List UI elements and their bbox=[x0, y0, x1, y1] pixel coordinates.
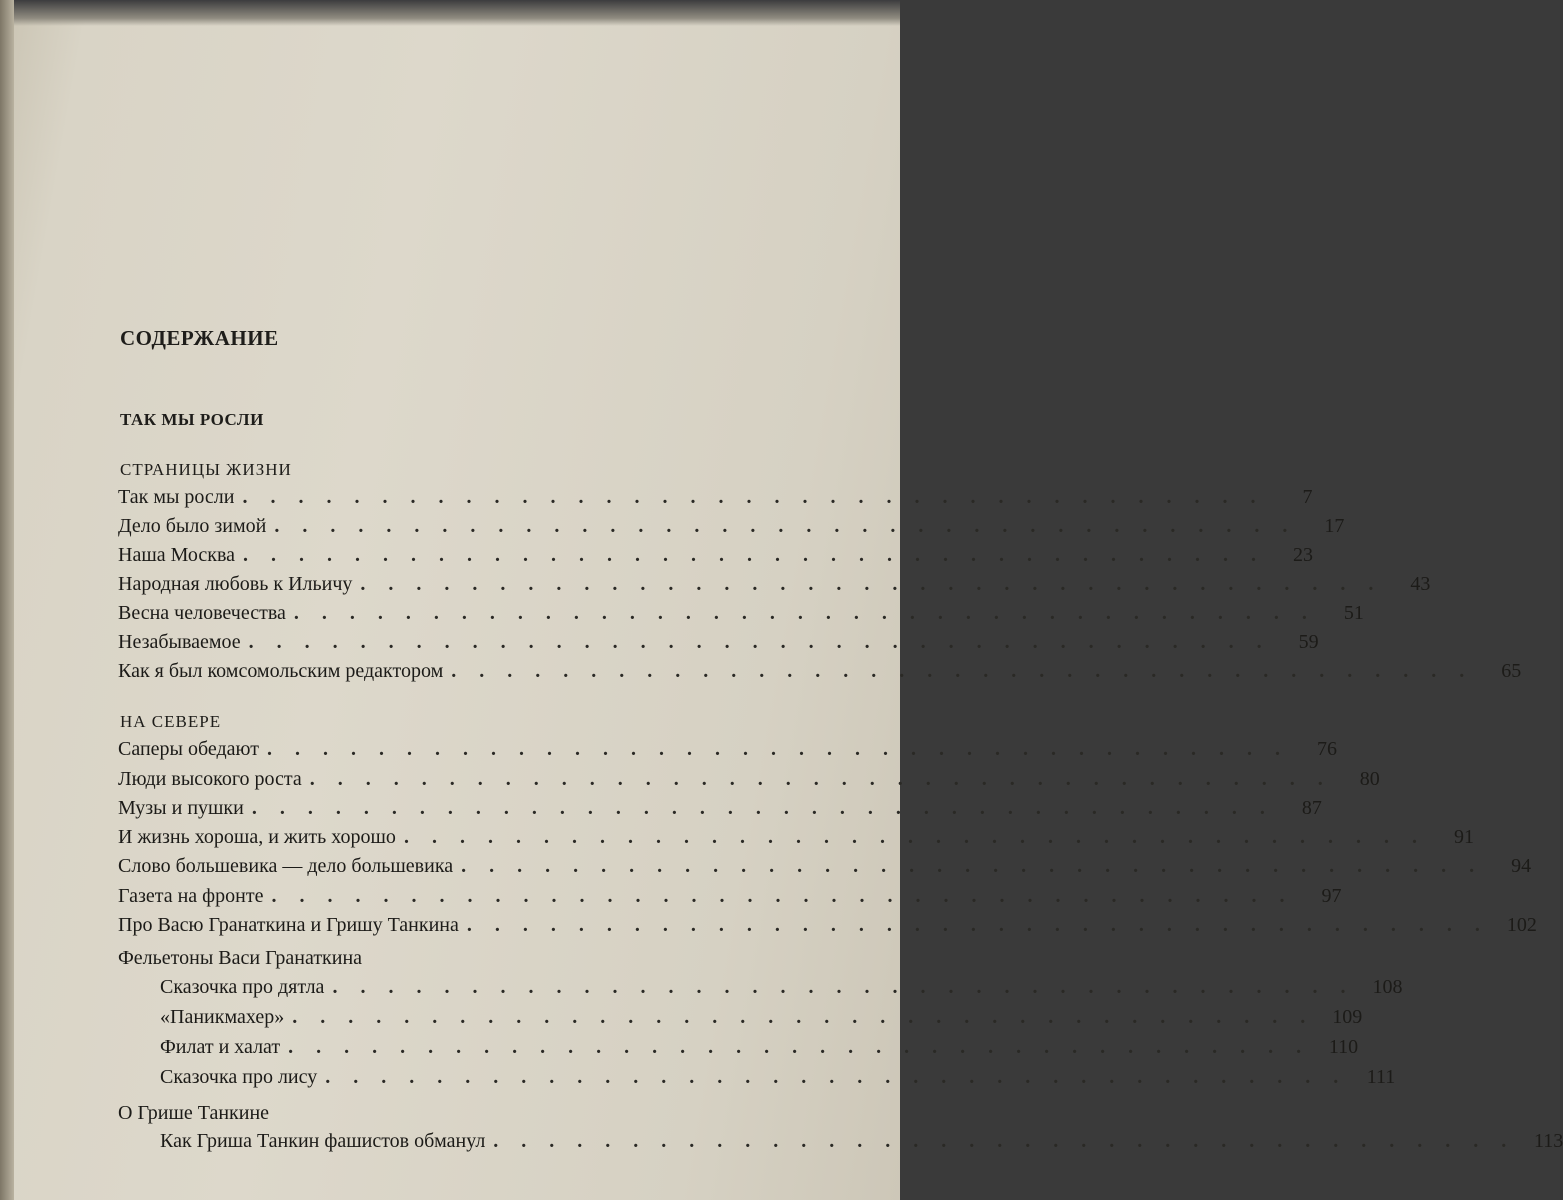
toc-subentry bbox=[160, 1066, 1396, 1096]
dot-leader: . . . . . . . . . . . . . . . . . . . . . . . . . . . . . . . . . . . . . bbox=[466, 914, 1489, 936]
entry-label: Сказочка про дятла bbox=[160, 976, 325, 998]
section-title-stranitsy: СТРАНИЦЫ ЖИЗНИ bbox=[120, 460, 292, 479]
toc-entry bbox=[118, 768, 1380, 798]
entry-label: Слово большевика — дело большевика bbox=[118, 855, 454, 877]
entry-label: «Паникмахер» bbox=[160, 1006, 285, 1028]
dot-leader: . . . . . . . . . . . . . . . . . . . . . . . . . . . . . . . . . . . . . bbox=[251, 797, 1274, 819]
toc-entry bbox=[118, 885, 1342, 915]
dot-leader: . . . . . . . . . . . . . . . . . . . . . . . . . . . . . . . . . . . . . bbox=[242, 486, 1265, 508]
entry-label: Филат и халат bbox=[160, 1036, 281, 1058]
entry-page: 59 bbox=[1298, 631, 1319, 653]
page-spine-edge bbox=[0, 0, 14, 1200]
entry-label: Весна человечества bbox=[118, 602, 286, 624]
toc-title: СОДЕРЖАНИЕ bbox=[120, 326, 279, 350]
toc-entry bbox=[118, 486, 1313, 516]
dot-leader: . . . . . . . . . . . . . . . . . . . . . . . . . . . . . . . . . . . . . bbox=[293, 602, 1316, 624]
entry-page: 109 bbox=[1332, 1006, 1363, 1028]
entry-label: Народная любовь к Ильичу bbox=[118, 573, 353, 595]
group-heading-grisha: О Грише Танкине bbox=[118, 1102, 270, 1124]
toc-subentry bbox=[160, 1006, 1363, 1036]
entry-page: 17 bbox=[1324, 515, 1345, 537]
section-title-na-severe: НА СЕВЕРЕ bbox=[120, 712, 222, 731]
dot-leader: . . . . . . . . . . . . . . . . . . . . . . . . . . . . . . . . . . . . . bbox=[332, 976, 1355, 998]
entry-label: Незабываемое bbox=[118, 631, 241, 653]
entry-page: 87 bbox=[1301, 797, 1322, 819]
dot-leader: . . . . . . . . . . . . . . . . . . . . . . . . . . . . . . . . . . . . . bbox=[292, 1006, 1315, 1028]
entry-label: И жизнь хороша, и жить хорошо bbox=[118, 826, 396, 848]
entry-label: Наша Москва bbox=[118, 544, 236, 566]
dot-leader: . . . . . . . . . . . . . . . . . . . . . . . . . . . . . . . . . . . . . bbox=[243, 544, 1266, 566]
dot-leader: . . . . . . . . . . . . . . . . . . . . . . . . . . . . . . . . . . . . . bbox=[325, 1066, 1348, 1088]
page-top-shadow bbox=[0, 0, 900, 26]
entry-page: 65 bbox=[1501, 660, 1522, 682]
toc-entry bbox=[118, 602, 1364, 632]
entry-label: Про Васю Гранаткина и Гришу Танкина bbox=[118, 914, 459, 936]
entry-label: Как Гриша Танкин фашистов обманул bbox=[160, 1130, 486, 1152]
part-title: ТАК МЫ РОСЛИ bbox=[120, 410, 264, 429]
entry-label: Музы и пушки bbox=[118, 797, 244, 819]
entry-page: 76 bbox=[1316, 738, 1337, 760]
entry-page: 7 bbox=[1302, 486, 1313, 508]
group-heading-feuilletons: Фельетоны Васи Гранаткина bbox=[118, 947, 363, 969]
entry-page: 102 bbox=[1506, 914, 1537, 936]
toc-entry bbox=[118, 515, 1345, 545]
dot-leader: . . . . . . . . . . . . . . . . . . . . . . . . . . . . . . . . . . . . . bbox=[461, 855, 1484, 877]
entry-label: Дело было зимой bbox=[118, 515, 267, 537]
dot-leader: . . . . . . . . . . . . . . . . . . . . . . . . . . . . . . . . . . . . . bbox=[266, 738, 1289, 760]
dot-leader: . . . . . . . . . . . . . . . . . . . . . . . . . . . . . . . . . . . . . bbox=[493, 1130, 1516, 1152]
toc-entry bbox=[118, 544, 1314, 574]
toc-subentry bbox=[160, 1036, 1359, 1066]
toc-entry bbox=[118, 914, 1537, 944]
entry-label: Так мы росли bbox=[118, 486, 235, 508]
entry-page: 94 bbox=[1511, 855, 1532, 877]
dot-leader: . . . . . . . . . . . . . . . . . . . . . . . . . . . . . . . . . . . . . bbox=[360, 573, 1383, 595]
entry-label: Как я был комсомольским редактором bbox=[118, 660, 444, 682]
entry-label: Газета на фронте bbox=[118, 885, 264, 907]
toc-entry bbox=[118, 738, 1337, 768]
toc-entry bbox=[118, 573, 1431, 603]
toc-entry bbox=[118, 797, 1322, 827]
entry-page: 111 bbox=[1366, 1066, 1396, 1088]
entry-page: 43 bbox=[1410, 573, 1431, 595]
dot-leader: . . . . . . . . . . . . . . . . . . . . . . . . . . . . . . . . . . . . . bbox=[248, 631, 1271, 653]
entry-page: 108 bbox=[1372, 976, 1403, 998]
toc-entry bbox=[118, 826, 1474, 856]
dot-leader: . . . . . . . . . . . . . . . . . . . . . . . . . . . . . . . . . . . . . bbox=[288, 1036, 1311, 1058]
toc-entry bbox=[118, 855, 1532, 885]
entry-page: 97 bbox=[1321, 885, 1342, 907]
entry-label: Сказочка про лису bbox=[160, 1066, 318, 1088]
toc-entry bbox=[118, 660, 1522, 690]
entry-page: 23 bbox=[1293, 544, 1314, 566]
dot-leader: . . . . . . . . . . . . . . . . . . . . . . . . . . . . . . . . . . . . . bbox=[451, 660, 1474, 682]
entry-page: 51 bbox=[1343, 602, 1364, 624]
entry-page: 91 bbox=[1453, 826, 1474, 848]
toc-entry bbox=[118, 631, 1319, 661]
toc-subentry bbox=[160, 976, 1403, 1006]
dot-leader: . . . . . . . . . . . . . . . . . . . . . . . . . . . . . . . . . . . . . bbox=[403, 826, 1426, 848]
entry-page: 80 bbox=[1359, 768, 1380, 790]
dot-leader: . . . . . . . . . . . . . . . . . . . . . . . . . . . . . . . . . . . . . bbox=[309, 768, 1332, 790]
entry-label: Саперы обедают bbox=[118, 738, 259, 760]
entry-label: Люди высокого роста bbox=[118, 768, 302, 790]
toc-subentry bbox=[160, 1130, 1563, 1160]
dot-leader: . . . . . . . . . . . . . . . . . . . . . . . . . . . . . . . . . . . . . bbox=[274, 515, 1297, 537]
dot-leader: . . . . . . . . . . . . . . . . . . . . . . . . . . . . . . . . . . . . . bbox=[271, 885, 1294, 907]
entry-page: 110 bbox=[1328, 1036, 1359, 1058]
entry-page: 113 bbox=[1534, 1130, 1563, 1152]
